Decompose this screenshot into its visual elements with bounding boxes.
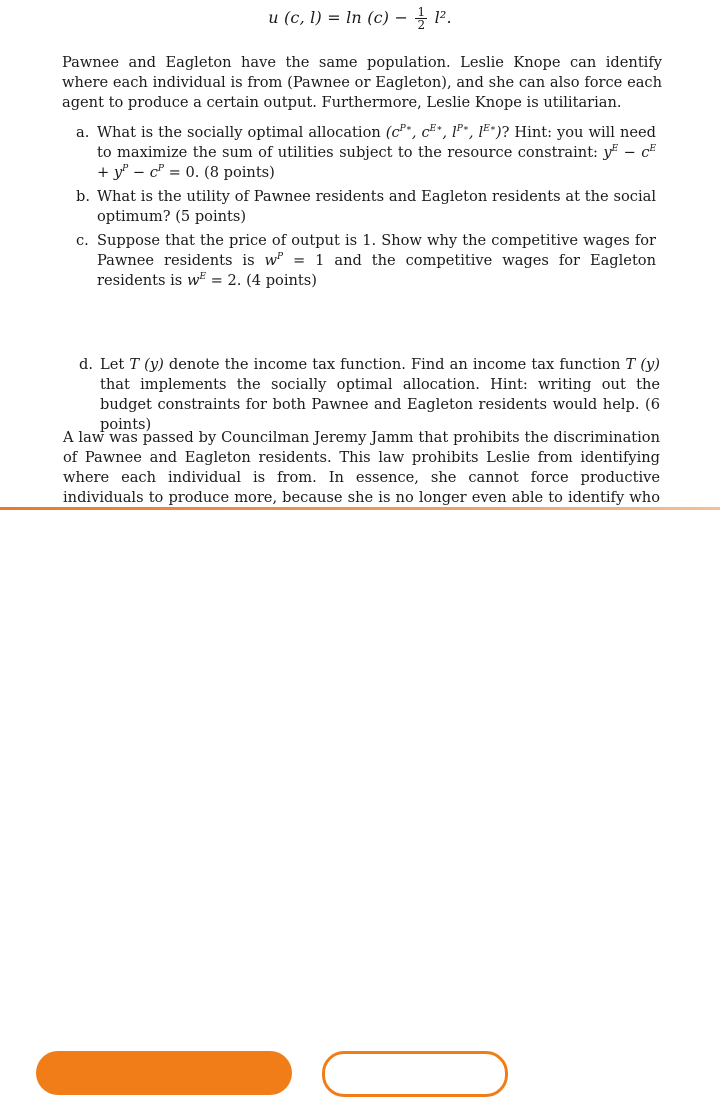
question-label: d. <box>79 356 93 373</box>
question-text: Suppose that the price of output is 1. Show why the competitive wages for Pawnee residents is $w^P = 1$ and the competitive wages for Eagleton residents is $w^E = 2$. (4 points) <box>97 232 656 289</box>
primary-action-button[interactable] <box>36 1051 292 1095</box>
question-a <box>76 123 656 183</box>
utility-equation <box>0 6 720 31</box>
footer-bar <box>0 510 720 556</box>
secondary-action-button[interactable] <box>322 1051 508 1097</box>
question-d <box>79 355 660 435</box>
equation-lhs: u (c, l) = ln (c) − <box>268 8 409 27</box>
question-b <box>76 187 656 227</box>
question-label: a. <box>76 124 90 141</box>
intro-paragraph: Pawnee and Eagleton have the same population. Leslie Knope can identify where each individual is from (Pawnee or Eagleton), and she can also force each agent to produce a certain output. Furthermore, Leslie Knope is utilitarian. <box>62 54 662 111</box>
question-label: c. <box>76 232 89 249</box>
fraction-denominator: 2 <box>417 18 426 32</box>
question-text: Let T (y) denote the income tax function. Find an income tax function T (y) that implements the socially optimal allocation. Hint: writing out the budget constraints for both Pawnee and Eagleton residents would help. (6 points) <box>100 356 660 433</box>
equation-rhs: l². <box>434 8 452 27</box>
question-c <box>76 231 656 291</box>
fraction-numerator: 1 <box>417 5 426 19</box>
question-text: What is the utility of Pawnee residents and Eagleton residents at the social optimum? (5 points) <box>97 188 656 225</box>
question-label: b. <box>76 188 90 205</box>
equation-fraction <box>415 6 427 31</box>
document-page <box>0 0 720 510</box>
closing-paragraph: A law was passed by Councilman Jeremy Jamm that prohibits the discrimination of Pawnee and Eagleton residents. This law prohibits Leslie from identifying where each individual is from. In essence, she cannot force productive individuals to produce more, because she is no longer even able to identify who <box>63 429 660 506</box>
question-text: What is the socially optimal allocation ($c^{P∗}$, $c^{E∗}$, $l^{P∗}$, $l^{E∗}$)? Hint: you will need to maximize the sum of utilities subject to the resource constraint: $y^E - c^E + y^P - c^P = 0$. (8 points) <box>97 124 657 181</box>
